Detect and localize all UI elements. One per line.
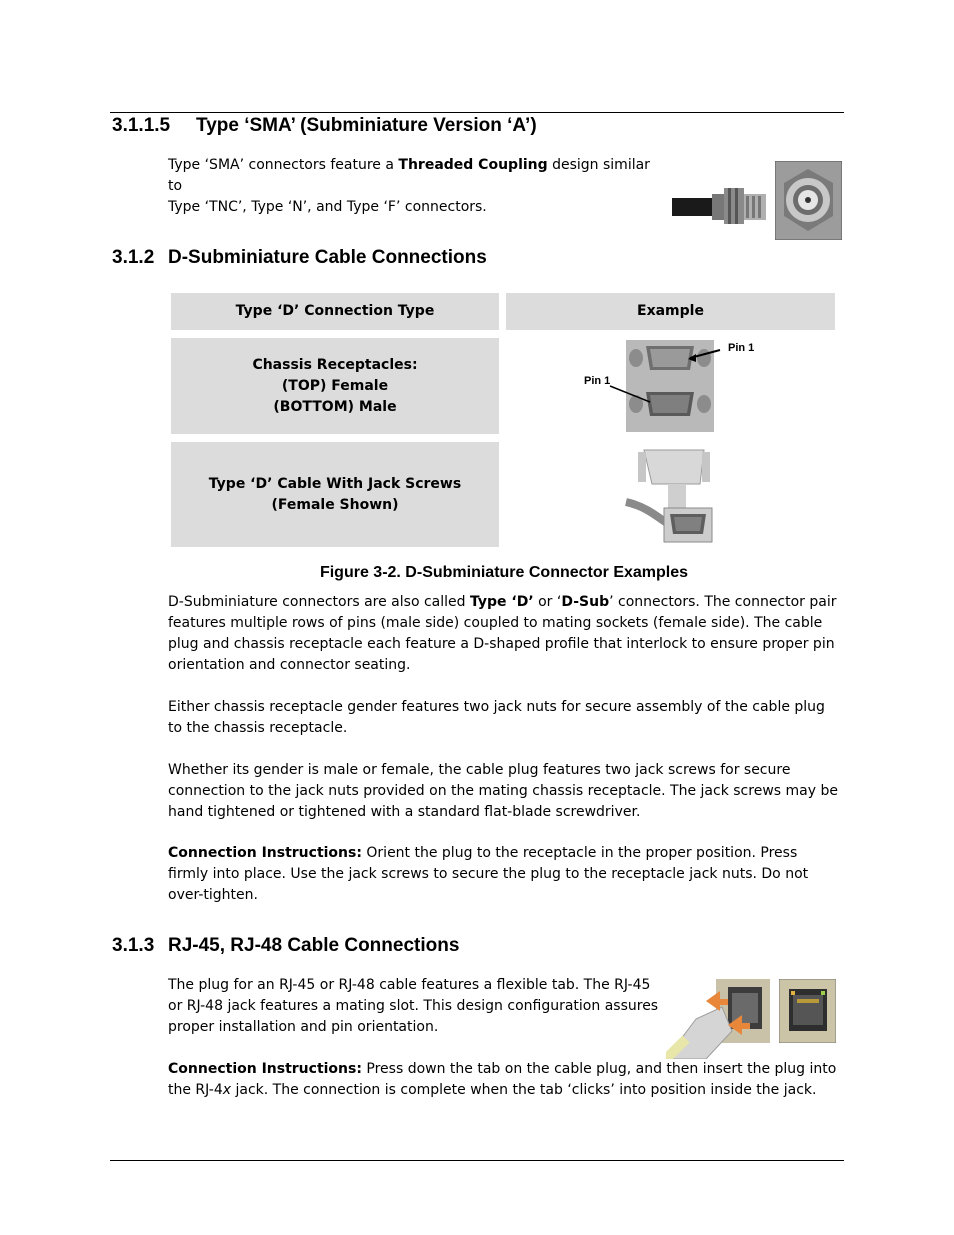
dsub-cable-image (624, 444, 716, 544)
text-bold: Type ‘D’ (469, 594, 534, 610)
section-title: RJ-45, RJ-48 Cable Connections (168, 935, 460, 956)
dsub-paragraph-2: Either chassis receptacle gender features two jack nuts for secure assembly of the cable plug to the chassis receptacle. (168, 699, 825, 736)
instructions-label: Connection Instructions: (168, 845, 362, 861)
heading-3-1-1-5 (112, 115, 537, 137)
heading-3-1-3 (112, 935, 459, 957)
text-run: D-Subminiature connectors are also called (168, 594, 470, 610)
pin1-label-left: Pin 1 (584, 375, 611, 387)
dsub-paragraph-1 (168, 592, 838, 676)
sma-text-bold: Threaded Coupling (398, 157, 548, 173)
instructions-label: Connection Instructions: (168, 1061, 362, 1077)
table-header-example (506, 293, 835, 330)
bottom-rule (110, 1160, 844, 1161)
header-label: Type ‘D’ Connection Type (235, 303, 435, 319)
section-title: D-Subminiature Cable Connections (168, 247, 487, 268)
sma-text-b: design similar to (168, 157, 650, 194)
pin1-label-top: Pin 1 (728, 342, 755, 354)
text-line: proper installation and pin orientation. (168, 1019, 439, 1035)
text-bold: D-Sub (561, 594, 610, 610)
sma-text-line2: Type ‘TNC’, Type ‘N’, and Type ‘F’ connectors. (168, 199, 487, 215)
top-rule (110, 112, 844, 113)
section-number: 3.1.1.5 (112, 115, 171, 136)
rj-plug-image (666, 979, 772, 1059)
cell-line: Chassis Receptacles: (252, 356, 418, 373)
text-run: ’ connectors. The connector pair features multiple rows of pins (male side) coupled to mating sockets (female side). The cable plug and chassis receptacle each feature a D-shaped profile that interlock to ensure proper pin orientation and connector seating. (168, 594, 837, 673)
sma-text-a: Type ‘SMA’ connectors feature a (168, 157, 399, 173)
rj-connection-instructions (168, 1059, 838, 1101)
section-title: Type ‘SMA’ (Subminiature Version ‘A’) (196, 115, 537, 136)
dsub-chassis-image (580, 338, 760, 434)
dsub-connection-instructions (168, 843, 838, 906)
text-run: or ‘ (533, 594, 562, 610)
instructions-text: Orient the plug to the receptacle in the proper position. Press firmly into place. Use the jack screws to secure the plug to the receptacle jack nuts. Do not over-tighten. (168, 845, 809, 903)
rj-paragraph-1 (168, 975, 668, 1038)
text-line: The plug for an RJ-45 or RJ-48 cable features a flexible tab. The RJ-45 (168, 977, 651, 993)
figure-caption: Figure 3-2. D-Subminiature Connector Examples (319, 564, 689, 581)
section-number: 3.1.3 (112, 935, 155, 956)
instructions-italic: x (222, 1082, 232, 1098)
text-line: or RJ-48 jack features a mating slot. This design configuration assures (168, 998, 659, 1014)
section-number: 3.1.2 (112, 247, 155, 268)
sma-paragraph (168, 155, 668, 218)
table-cell-cable-jack-screws (171, 442, 499, 547)
cell-line: Type ‘D’ Cable With Jack Screws (208, 475, 462, 492)
cell-line: (TOP) Female (281, 377, 389, 394)
cell-line: (Female Shown) (271, 496, 399, 513)
sma-jack-image (775, 161, 842, 240)
table-header-connection-type (171, 293, 499, 330)
heading-3-1-2 (112, 247, 487, 269)
sma-cable-image (672, 178, 772, 230)
dsub-paragraph-3: Whether its gender is male or female, the cable plug features two jack screws for secure connection to the jack nuts provided on the mating chassis receptacle. The jack screws may be hand tightened or tightened with a standard flat-blade screwdriver. (168, 762, 838, 820)
cell-line: (BOTTOM) Male (273, 398, 397, 415)
instructions-text: Press down the tab on the cable plug, and then insert the plug into the RJ-4 (168, 1061, 837, 1098)
table-cell-chassis-receptacles (171, 338, 499, 434)
header-label: Example (637, 303, 704, 319)
instructions-text: jack. The connection is complete when the tab ‘clicks’ into position inside the jack. (231, 1082, 817, 1098)
rj-jack-image (779, 979, 836, 1043)
